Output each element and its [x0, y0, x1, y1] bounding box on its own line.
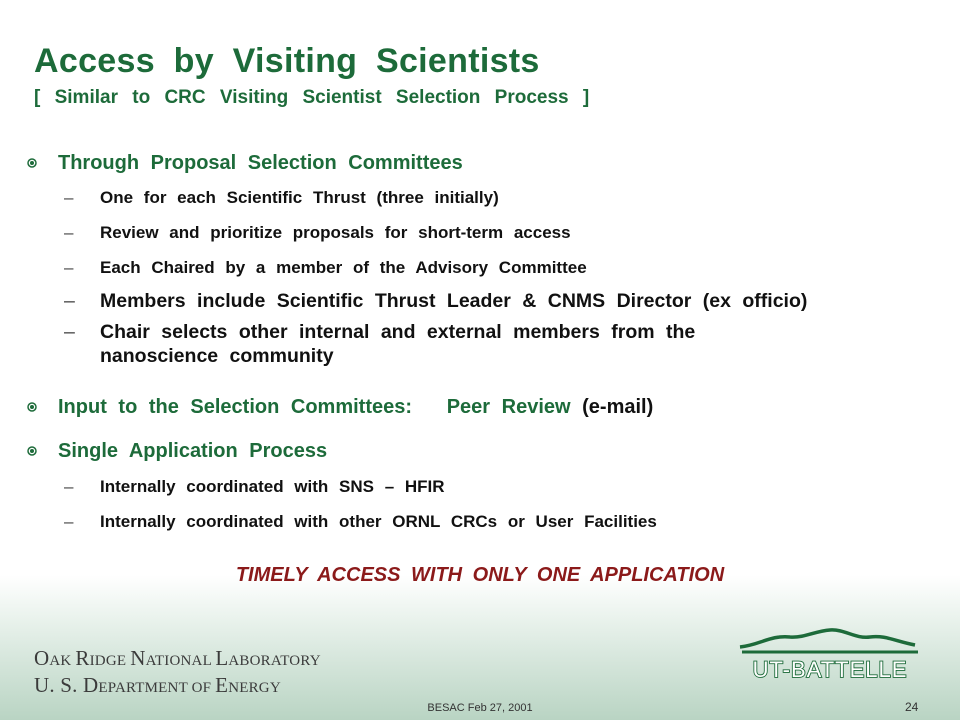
sub-bullet-item [22, 289, 942, 313]
bullet-list [22, 150, 942, 533]
bullet-dot-icon [27, 446, 37, 456]
bullet-text: Single Application Process [58, 440, 328, 462]
bullet-dot-icon [27, 402, 37, 412]
bullet-item [22, 394, 942, 420]
sub-bullet-text: Review and prioritize proposals for short-term access [100, 223, 571, 242]
sub-bullet-text: Internally coordinated with other ORNL CRCs or User Facilities [100, 512, 657, 531]
page-title: Access by Visiting Scientists [34, 42, 540, 80]
sub-bullet-text: Chair selects other internal and external members from the [100, 321, 696, 343]
sub-bullet-item [22, 222, 942, 244]
dash-icon: – [64, 477, 74, 496]
bullet-dot-icon [27, 158, 37, 168]
org-line-2: U. S. DEPARTMENT OF ENERGY [34, 673, 281, 697]
bullet-item [22, 150, 942, 176]
dash-icon: – [64, 223, 74, 242]
dash-icon: – [64, 290, 75, 312]
sub-bullet-item [22, 187, 942, 209]
bullet-item [22, 438, 942, 464]
sub-bullet-text: Each Chaired by a member of the Advisory Committee [100, 258, 587, 277]
ut-battelle-logo [730, 625, 930, 685]
sub-bullet-text-continued: nanoscience community [100, 345, 334, 367]
sub-bullet-text: Members include Scientific Thrust Leader & CNMS Director (ex officio) [100, 290, 808, 312]
sub-bullet-item [22, 511, 942, 533]
sub-bullet-text: One for each Scientific Thrust (three initially) [100, 188, 499, 207]
logo-text: UT-BATTELLE [752, 657, 908, 682]
dash-icon: – [64, 188, 74, 207]
dash-icon: – [64, 512, 74, 531]
sub-bullet-item [22, 257, 942, 279]
sub-bullet-item [22, 320, 942, 368]
page-number: 24 [905, 700, 919, 714]
sub-bullet-text: Internally coordinated with SNS – HFIR [100, 477, 445, 496]
footer-date: BESAC Feb 27, 2001 [427, 702, 533, 714]
page-subtitle: [ Similar to CRC Visiting Scientist Selection Process ] [34, 87, 590, 108]
mountain-icon [740, 630, 915, 647]
org-line-1: OAK RIDGE NATIONAL LABORATORY [34, 646, 321, 670]
email-text: (e-mail) [582, 396, 654, 418]
dash-icon: – [64, 258, 74, 277]
dash-icon: – [64, 321, 75, 343]
sub-bullet-item [22, 476, 942, 498]
emphasis-banner: TIMELY ACCESS WITH ONLY ONE APPLICATION [235, 564, 725, 586]
ornl-doe-footer-text [34, 646, 321, 700]
bullet-text: Input to the Selection Committees: [58, 396, 413, 418]
peer-review-text: Peer Review [446, 396, 571, 418]
bullet-text: Through Proposal Selection Committees [58, 152, 463, 174]
